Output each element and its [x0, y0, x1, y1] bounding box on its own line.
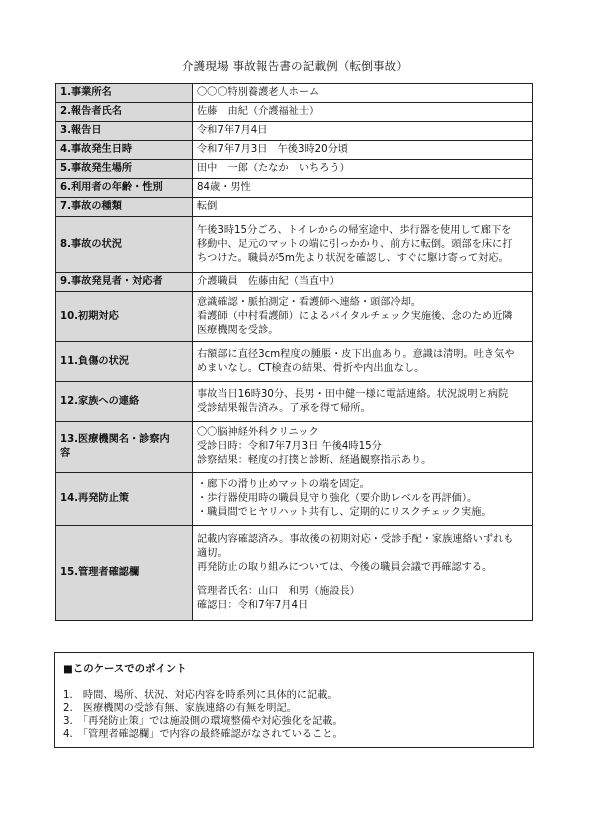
table-row: [56, 422, 533, 473]
row-label: 14.再発防止策: [56, 473, 193, 526]
incident-report-table: [55, 83, 533, 621]
table-row: [56, 526, 533, 621]
row-label: 3.報告日: [56, 122, 193, 141]
table-row: [56, 84, 533, 103]
row-label: 5.事故発生場所: [56, 160, 193, 179]
row-value: 〇〇脳神経外科クリニック 受診日時：令和7年7月3日 午後4時15分 診察結果：軽度の打撲と診断、経過観察指示あり。: [193, 422, 533, 473]
key-points-box: [54, 652, 534, 748]
row-value: 事故当日16時30分、長男・田中健一様に電話連絡。状況説明と病院 受診結果報告済み。了承を得て帰所。: [193, 382, 533, 422]
row-value: 佐藤 由紀（介護福祉士）: [193, 103, 533, 122]
row-value: 記載内容確認済み。事故後の初期対応・受診手配・家族連絡いずれも 適切。 再発防止の取り組みについては、今後の職員会議で再確認する。 管理者氏名：山口 和男（施設長） 確認日：令和7年7月4日: [193, 526, 533, 621]
row-label: 11.負傷の状況: [56, 342, 193, 382]
table-row: [56, 160, 533, 179]
list-item: 2. 医療機関の受診有無、家族連絡の有無を明記。: [63, 703, 297, 714]
row-label: 10.初期対応: [56, 292, 193, 342]
row-label: 13.医療機関名・診察内 容: [56, 422, 193, 473]
table-row: [56, 217, 533, 273]
row-value: 84歳・男性: [193, 179, 533, 198]
list-item: 1. 時間、場所、状況、対応内容を時系列に具体的に記載。: [63, 690, 338, 701]
row-value: [193, 473, 533, 526]
row-value: 〇〇〇特別養護老人ホーム: [193, 84, 533, 103]
list-item: ・歩行器使用時の職員見守り強化（要介助レベルを再評価）。: [197, 493, 478, 504]
table-row: [56, 273, 533, 292]
table-row: [56, 473, 533, 526]
row-label: 8.事故の状況: [56, 217, 193, 273]
table-row: [56, 198, 533, 217]
row-label: 12.家族への連絡: [56, 382, 193, 422]
key-points-title: ■このケースでのポイント: [63, 663, 187, 675]
list-item: ・廊下の滑り止めマットの端を固定。: [197, 479, 370, 490]
list-item: 3. 「再発防止策」では施設側の環境整備や対応強化を記載。: [63, 716, 343, 727]
row-value: 令和7年7月4日: [193, 122, 533, 141]
row-label: 9.事故発見者・対応者: [56, 273, 193, 292]
table-row: [56, 382, 533, 422]
row-label: 2.報告者氏名: [56, 103, 193, 122]
row-label: 1.事業所名: [56, 84, 193, 103]
row-value: 田中 一郎（たなか いちろう）: [193, 160, 533, 179]
row-label: 7.事故の種類: [56, 198, 193, 217]
row-value: 介護職員 佐藤由紀（当直中）: [193, 273, 533, 292]
row-value: 意識確認・脈拍測定・看護師へ連絡・頭部冷却。 看護師（中村看護師）によるバイタルチェック実施後、念のため近隣 医療機関を受診。: [193, 292, 533, 342]
list-item: ・職員間でヒヤリハット共有し、定期的にリスクチェック実施。: [197, 507, 492, 518]
row-label: 6.利用者の年齢・性別: [56, 179, 193, 198]
table-row: [56, 342, 533, 382]
row-label: 15.管理者確認欄: [56, 526, 193, 621]
prevention-list: [197, 478, 528, 520]
row-value: 令和7年7月3日 午後3時20分頃: [193, 141, 533, 160]
table-row: [56, 103, 533, 122]
row-value: 転倒: [193, 198, 533, 217]
row-label: 4.事故発生日時: [56, 141, 193, 160]
table-row: [56, 141, 533, 160]
table-row: [56, 179, 533, 198]
row-value: 右額部に直径3cm程度の腫脹・皮下出血あり。意識は清明。吐き気や めまいなし。CT検査の結果、骨折や内出血なし。: [193, 342, 533, 382]
list-item: 4. 「管理者確認欄」で内容の最終確認がなされていること。: [63, 729, 343, 740]
table-row: [56, 292, 533, 342]
document-title: 介護現場 事故報告書の記載例（転倒事故）: [181, 59, 409, 73]
row-value: 午後3時15分ごろ、トイレからの帰室途中、歩行器を使用して廊下を 移動中、足元のマットの端に引っかかり、前方に転倒。頭部を床に打 ちつけた。職員が5m先より状況を確認し、すぐに駆け寄って対応。: [193, 217, 533, 273]
table-row: [56, 122, 533, 141]
key-points-list: [63, 689, 525, 741]
